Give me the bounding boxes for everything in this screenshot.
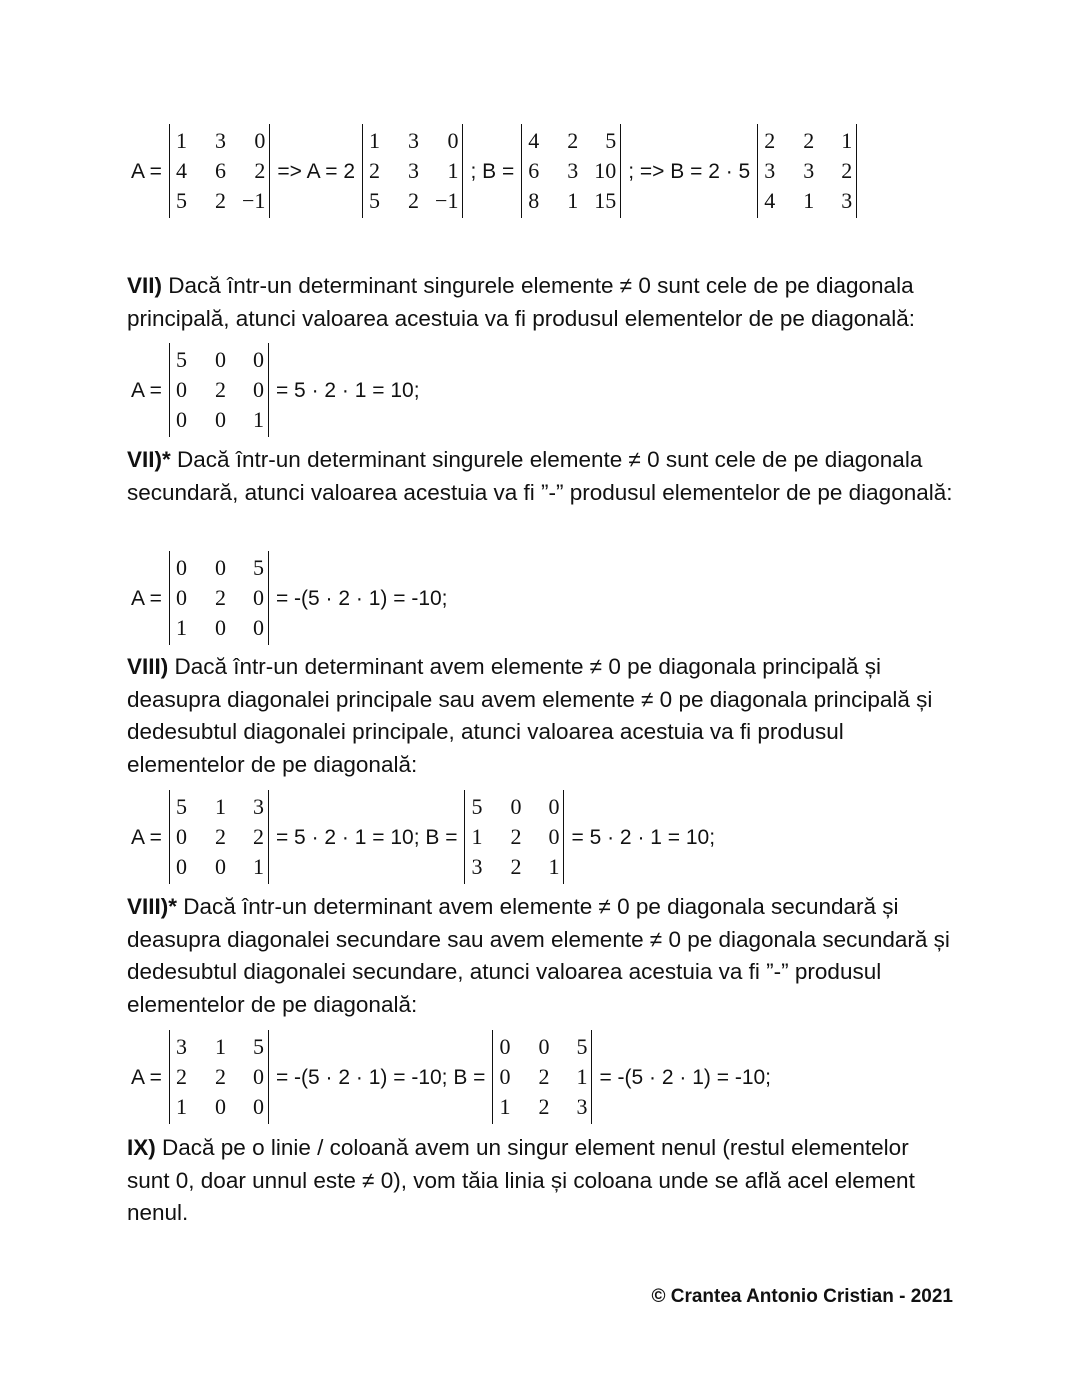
matrix-cell: 3 <box>576 1094 588 1119</box>
matrix-row <box>764 126 852 156</box>
matrix-row <box>528 126 616 156</box>
matrix-cell: 0 <box>175 407 187 432</box>
section-heading: IX) <box>127 1135 156 1160</box>
paragraph-vii-star <box>127 444 957 509</box>
matrix-cell: 3 <box>803 158 815 183</box>
determinant <box>168 553 270 643</box>
matrix-cell: 4 <box>175 158 187 183</box>
equation-row-vii <box>127 345 424 435</box>
paragraph-viii-star <box>127 891 957 1021</box>
matrix-grid <box>176 1032 264 1122</box>
matrix-cell: 2 <box>214 377 226 402</box>
matrix-cell: 5 <box>175 347 187 372</box>
equation-text: = 5 · 2 · 1 = 10; <box>571 825 716 849</box>
matrix-cell: −1 <box>241 188 266 213</box>
matrix-grid <box>499 1032 587 1122</box>
matrix-row <box>176 405 264 435</box>
matrix-cell: 5 <box>369 188 381 213</box>
matrix-cell: 3 <box>471 854 483 879</box>
matrix-row <box>369 156 458 186</box>
matrix-label: A = <box>131 1065 162 1089</box>
matrix-cell: 0 <box>538 1034 550 1059</box>
section-heading: VIII) <box>127 654 169 679</box>
matrix-cell: 0 <box>214 407 226 432</box>
matrix-row <box>176 345 264 375</box>
matrix-cell: 0 <box>252 377 264 402</box>
matrix-cell: 2 <box>369 158 381 183</box>
paragraph-text: Dacă într-un determinant singurele elemente ≠ 0 sunt cele de pe diagonala principală, atunci valoarea acestuia va fi produsul elementelor de pe diagonală: <box>127 273 916 331</box>
matrix-cell: 2 <box>214 585 226 610</box>
matrix-row <box>471 792 559 822</box>
matrix-cell: 2 <box>841 158 853 183</box>
matrix-row <box>176 613 264 643</box>
matrix-cell: 3 <box>408 158 420 183</box>
matrix-cell: 8 <box>528 188 540 213</box>
matrix-cell: 2 <box>538 1064 550 1089</box>
matrix-cell: 5 <box>605 128 617 153</box>
matrix-row <box>176 583 264 613</box>
matrix-row <box>176 126 265 156</box>
determinant <box>361 126 464 216</box>
section-heading: VII) <box>127 273 163 298</box>
matrix-cell: 0 <box>252 1094 264 1119</box>
determinant <box>520 126 622 216</box>
matrix-cell: 3 <box>841 188 853 213</box>
equation-text: ; B = <box>470 159 515 183</box>
matrix-cell: 10 <box>594 158 617 183</box>
equation-row-1 <box>127 126 860 216</box>
matrix-grid <box>176 792 264 882</box>
matrix-cell: 2 <box>510 854 522 879</box>
equation-row-vii-star <box>127 553 452 643</box>
matrix-grid <box>176 345 264 435</box>
matrix-row <box>499 1062 587 1092</box>
matrix-cell: 2 <box>214 1064 226 1089</box>
matrix-row <box>471 822 559 852</box>
matrix-cell: 0 <box>252 347 264 372</box>
matrix-cell: 2 <box>254 158 266 183</box>
matrix-cell: 1 <box>803 188 815 213</box>
matrix-row <box>176 375 264 405</box>
paragraph-vii <box>127 270 957 335</box>
matrix-cell: 1 <box>447 158 459 183</box>
matrix-cell: 2 <box>214 188 226 213</box>
matrix-cell: 2 <box>803 128 815 153</box>
matrix-cell: 2 <box>408 188 420 213</box>
section-heading: VIII)* <box>127 894 178 919</box>
matrix-cell: 3 <box>252 794 264 819</box>
matrix-cell: 3 <box>214 128 226 153</box>
paragraph-text: Dacă într-un determinant singurele elemente ≠ 0 sunt cele de pe diagonala secundară, atunci valoarea acestuia va fi ”-” produsul elementelor de pe diagonală: <box>127 447 953 505</box>
matrix-cell: 2 <box>538 1094 550 1119</box>
matrix-cell: 0 <box>254 128 266 153</box>
matrix-row <box>176 553 264 583</box>
matrix-row <box>176 186 265 216</box>
matrix-cell: 1 <box>471 824 483 849</box>
equation-text: ; => B = 2 · 5 <box>628 159 751 183</box>
equation-text: = -(5 · 2 · 1) = -10; B = <box>275 1065 486 1089</box>
matrix-cell: 1 <box>214 794 226 819</box>
matrix-row <box>176 156 265 186</box>
matrix-cell: 4 <box>528 128 540 153</box>
matrix-cell: 0 <box>175 824 187 849</box>
determinant <box>168 792 270 882</box>
matrix-cell: 0 <box>447 128 459 153</box>
paragraph-viii <box>127 651 957 781</box>
matrix-row <box>471 852 559 882</box>
equation-text: = 5 · 2 · 1 = 10; <box>275 378 420 402</box>
matrix-cell: 0 <box>175 854 187 879</box>
matrix-cell: 5 <box>471 794 483 819</box>
matrix-cell: 5 <box>576 1034 588 1059</box>
paragraph-text: Dacă într-un determinant avem elemente ≠ 0 pe diagonala principală și deasupra diagonalei principale sau avem elemente ≠ 0 pe diagonala principală și dedesubtul diagonalei principale, atunci valoarea acestuia va fi produsul elementelor de pe diagonală: <box>127 654 933 777</box>
matrix-cell: 0 <box>548 824 560 849</box>
equation-row-viii-star <box>127 1032 775 1122</box>
determinant <box>491 1032 593 1122</box>
matrix-cell: 0 <box>214 615 226 640</box>
matrix-cell: 0 <box>175 555 187 580</box>
matrix-cell: 2 <box>764 128 776 153</box>
matrix-label: A = <box>131 586 162 610</box>
paragraph-text: Dacă într-un determinant avem elemente ≠ 0 pe diagonala secundară și deasupra diagonalei secundare sau avem elemente ≠ 0 pe diagonala secundară și dedesubtul diagonalei secundare, atunci valoarea acestuia va fi ”-” produsul elementelor de pe diagonală: <box>127 894 950 1017</box>
matrix-row <box>176 822 264 852</box>
matrix-cell: 3 <box>764 158 776 183</box>
matrix-row <box>528 186 616 216</box>
matrix-row <box>176 1062 264 1092</box>
matrix-cell: 0 <box>252 1064 264 1089</box>
matrix-cell: 0 <box>548 794 560 819</box>
equation-text: = 5 · 2 · 1 = 10; B = <box>275 825 458 849</box>
matrix-row <box>499 1032 587 1062</box>
determinant <box>168 126 271 216</box>
matrix-cell: 5 <box>175 794 187 819</box>
matrix-cell: 15 <box>594 188 617 213</box>
determinant <box>168 1032 270 1122</box>
matrix-cell: 1 <box>567 188 579 213</box>
matrix-row <box>176 852 264 882</box>
matrix-cell: 0 <box>499 1034 511 1059</box>
paragraph-ix <box>127 1132 957 1230</box>
matrix-cell: 1 <box>175 128 187 153</box>
matrix-grid <box>528 126 616 216</box>
matrix-row <box>369 186 458 216</box>
matrix-grid <box>369 126 458 216</box>
matrix-row <box>369 126 458 156</box>
matrix-cell: 3 <box>567 158 579 183</box>
matrix-cell: 1 <box>175 615 187 640</box>
matrix-cell: 5 <box>252 555 264 580</box>
matrix-cell: 2 <box>510 824 522 849</box>
section-heading: VII)* <box>127 447 171 472</box>
matrix-grid <box>764 126 852 216</box>
matrix-cell: 0 <box>214 555 226 580</box>
equation-row-viii <box>127 792 719 882</box>
matrix-cell: 1 <box>576 1064 588 1089</box>
matrix-cell: 2 <box>252 824 264 849</box>
matrix-grid <box>176 553 264 643</box>
matrix-cell: 1 <box>252 854 264 879</box>
matrix-cell: 6 <box>528 158 540 183</box>
matrix-row <box>176 1092 264 1122</box>
matrix-cell: −1 <box>435 188 459 213</box>
matrix-cell: 0 <box>252 615 264 640</box>
matrix-row <box>176 792 264 822</box>
determinant <box>463 792 565 882</box>
matrix-cell: 1 <box>175 1094 187 1119</box>
matrix-cell: 2 <box>175 1064 187 1089</box>
determinant <box>168 345 270 435</box>
matrix-cell: 2 <box>567 128 579 153</box>
matrix-cell: 0 <box>252 585 264 610</box>
matrix-cell: 1 <box>214 1034 226 1059</box>
matrix-row <box>528 156 616 186</box>
matrix-row <box>176 1032 264 1062</box>
matrix-cell: 4 <box>764 188 776 213</box>
matrix-grid <box>176 126 265 216</box>
matrix-cell: 0 <box>214 1094 226 1119</box>
matrix-row <box>764 186 852 216</box>
matrix-row <box>499 1092 587 1122</box>
matrix-cell: 0 <box>175 585 187 610</box>
matrix-label: A = <box>131 825 162 849</box>
copyright-footer: © Crantea Antonio Cristian - 2021 <box>651 1286 953 1307</box>
matrix-label: A = <box>131 159 162 183</box>
determinant <box>756 126 858 216</box>
matrix-cell: 0 <box>499 1064 511 1089</box>
matrix-cell: 1 <box>841 128 853 153</box>
matrix-cell: 0 <box>175 377 187 402</box>
matrix-cell: 1 <box>369 128 381 153</box>
matrix-cell: 6 <box>214 158 226 183</box>
matrix-cell: 0 <box>510 794 522 819</box>
matrix-cell: 1 <box>499 1094 511 1119</box>
paragraph-text: Dacă pe o linie / coloană avem un singur element nenul (restul elementelor sunt 0, doar unnul este ≠ 0), vom tăia linia și coloana unde se află acel element nenul. <box>127 1135 915 1225</box>
matrix-cell: 5 <box>175 188 187 213</box>
matrix-cell: 1 <box>252 407 264 432</box>
matrix-row <box>764 156 852 186</box>
matrix-cell: 5 <box>252 1034 264 1059</box>
matrix-cell: 3 <box>408 128 420 153</box>
equation-text: => A = 2 <box>277 159 356 183</box>
matrix-cell: 1 <box>548 854 560 879</box>
equation-text: = -(5 · 2 · 1) = -10; <box>275 586 448 610</box>
matrix-grid <box>471 792 559 882</box>
matrix-label: A = <box>131 378 162 402</box>
matrix-cell: 3 <box>175 1034 187 1059</box>
matrix-cell: 2 <box>214 824 226 849</box>
matrix-cell: 0 <box>214 347 226 372</box>
matrix-cell: 0 <box>214 854 226 879</box>
equation-text: = -(5 · 2 · 1) = -10; <box>599 1065 772 1089</box>
